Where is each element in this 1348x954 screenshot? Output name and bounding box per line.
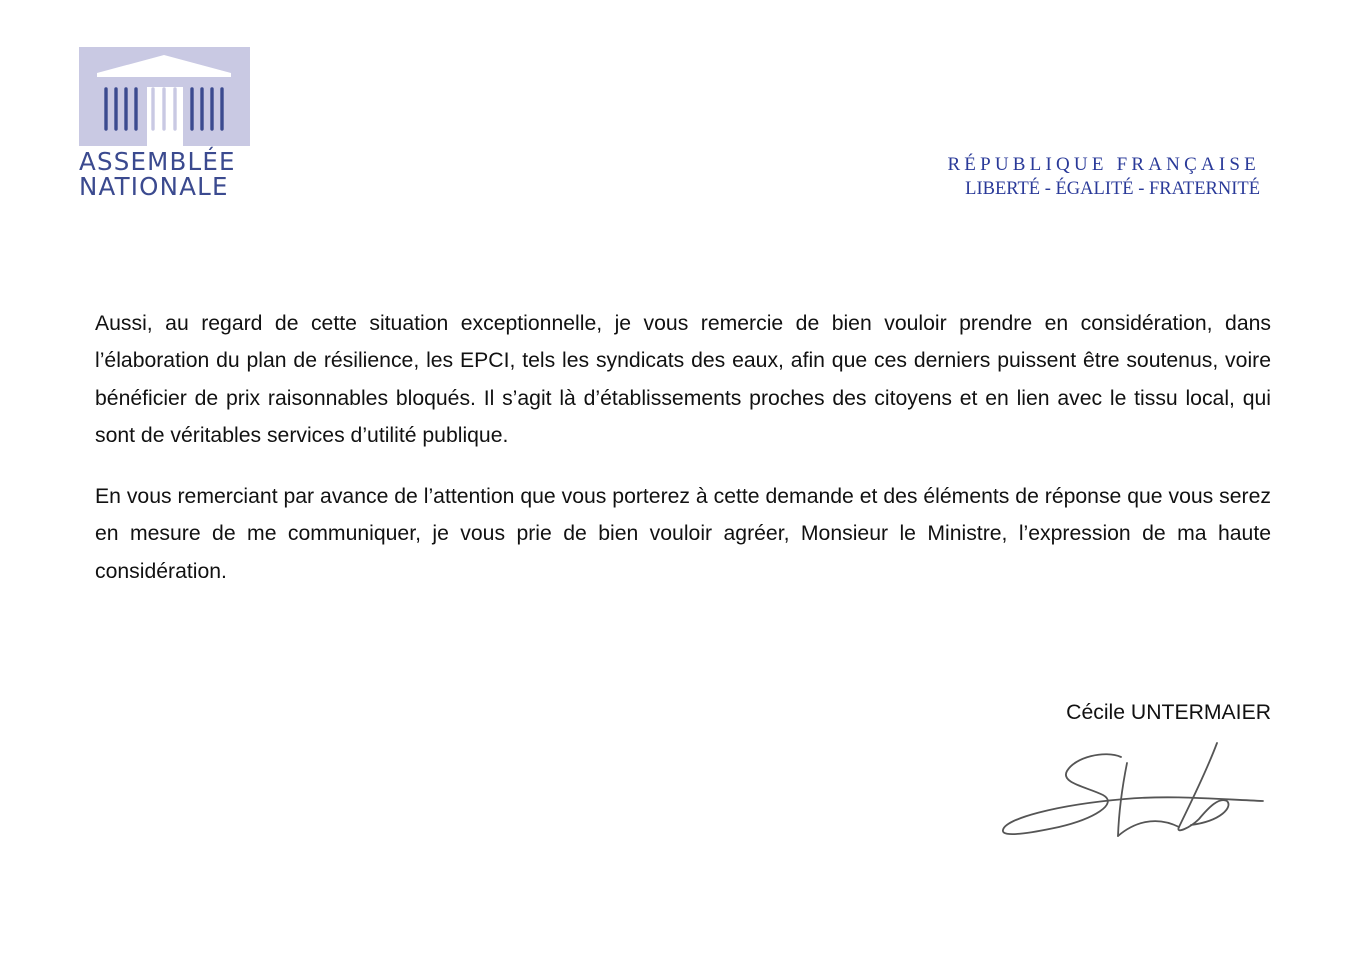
logo-line-1: ASSEMBLÉE bbox=[79, 147, 236, 176]
logo-wordmark bbox=[79, 149, 251, 199]
palais-bourbon-icon bbox=[79, 47, 250, 146]
paragraph: Aussi, au regard de cette situation exceptionnelle, je vous remercie de bien vouloir prendre en considération, dans l’élaboration du plan de résilience, les EPCI, tels les syndicats des eaux, afin que ces derniers puissent être soutenus, voire bénéficier de prix raisonnables bloqués. Il s’agit là d’établissements proches des citoyens et en lien avec le tissu local, qui sont de véritables services d’utilité publique. bbox=[95, 312, 1271, 447]
letter-body bbox=[95, 305, 1271, 614]
logo-line-2: NATIONALE bbox=[79, 172, 229, 201]
handwritten-signature bbox=[995, 735, 1270, 855]
signatory-name: Cécile UNTERMAIER bbox=[1066, 701, 1271, 724]
republic-title: RÉPUBLIQUE FRANÇAISE bbox=[947, 154, 1260, 175]
paragraph: En vous remerciant par avance de l’attention que vous porterez à cette demande et des éléments de réponse que vous serez en mesure de me communiquer, je vous prie de bien vouloir agréer, Monsieur le Ministre, l’expression de ma haute considération. bbox=[95, 485, 1271, 583]
republique-francaise-heading bbox=[947, 153, 1260, 201]
republic-motto: LIBERTÉ - ÉGALITÉ - FRATERNITÉ bbox=[965, 179, 1260, 199]
assemblee-nationale-logo bbox=[79, 47, 251, 199]
